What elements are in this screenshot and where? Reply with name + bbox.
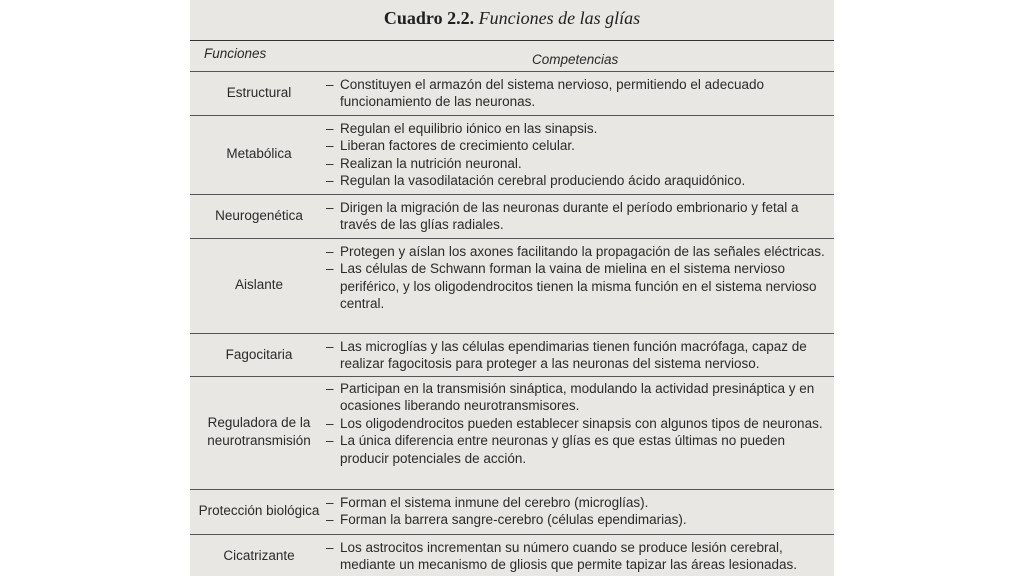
competency-item: – Protegen y aíslan los axones facilitando la propagación de las señales eléctricas. xyxy=(326,243,826,260)
competency-item: – Los astrocitos incrementan su número cuando se produce lesión cerebral, mediante un mecanismo de gliosis que permite tapizar las áreas lesionadas. xyxy=(326,539,826,574)
header-competencies: Competencias xyxy=(532,52,619,67)
competencies-cell xyxy=(326,120,826,190)
competency-item: – Forman el sistema inmune del cerebro (microglías). xyxy=(326,494,826,511)
function-cell: Aislante xyxy=(234,277,284,292)
caption-number: Cuadro 2.2. xyxy=(383,8,475,28)
competency-item: – Las células de Schwann forman la vaina de mielina en el sistema nervioso periférico, y los oligodendrocitos tienen la misma función en el sistema nervioso central. xyxy=(326,260,826,312)
table-row xyxy=(190,72,834,114)
table-row xyxy=(190,195,834,237)
competencies-cell xyxy=(326,76,826,111)
table-row xyxy=(190,239,834,331)
competency-item: – La única diferencia entre neuronas y glías es que estas últimas no pueden producir potenciales de acción. xyxy=(326,432,826,467)
competency-item: – Dirigen la migración de las neuronas durante el período embrionario y fetal a través de las glías radiales. xyxy=(326,199,826,234)
competencies-cell xyxy=(326,199,826,234)
competency-item: – Participan en la transmisión sináptica, modulando la actividad presináptica y en ocasiones liberando neurotransmisores. xyxy=(326,380,826,415)
competencies-cell xyxy=(326,494,826,529)
function-cell: Metabólica xyxy=(226,146,292,161)
table-row xyxy=(190,490,834,532)
header-functions: Funciones xyxy=(204,46,267,61)
function-cell: Fagocitaria xyxy=(225,347,293,362)
table-caption xyxy=(190,8,834,29)
function-cell: Reguladora de la neurotransmisión xyxy=(207,415,311,448)
table-row xyxy=(190,116,834,192)
table-row xyxy=(190,334,834,376)
top-rule xyxy=(190,40,834,41)
competency-item: – Las microglías y las células ependimarias tienen función macrófaga, capaz de realizar fagocitosis para proteger a las neuronas del sistema nervioso. xyxy=(326,338,826,373)
book-page xyxy=(190,0,834,576)
competencies-cell xyxy=(326,338,826,373)
table-row xyxy=(190,377,834,487)
competency-item: – Realizan la nutrición neuronal. xyxy=(326,155,826,172)
competency-item: – Constituyen el armazón del sistema nervioso, permitiendo el adecuado funcionamiento de las neuronas. xyxy=(326,76,826,111)
competency-item: – Liberan factores de crecimiento celular. xyxy=(326,137,826,154)
function-cell: Estructural xyxy=(226,85,292,100)
competency-item: – Regulan el equilibrio iónico en las sinapsis. xyxy=(326,120,826,137)
function-cell: Neurogenética xyxy=(215,208,303,223)
table-row xyxy=(190,535,834,576)
competencies-cell xyxy=(326,243,826,313)
competency-item: – Regulan la vasodilatación cerebral produciendo ácido araquidónico. xyxy=(326,172,826,189)
competencies-cell xyxy=(326,380,826,467)
competency-item: – Los oligodendrocitos pueden establecer sinapsis con algunos tipos de neuronas. xyxy=(326,415,826,432)
caption-title: Funciones de las glías xyxy=(478,8,641,28)
competency-item: – Forman la barrera sangre-cerebro (células ependimarias). xyxy=(326,511,826,528)
competencies-cell xyxy=(326,539,826,574)
function-cell: Protección biológica xyxy=(198,503,320,518)
function-cell: Cicatrizante xyxy=(223,548,295,563)
